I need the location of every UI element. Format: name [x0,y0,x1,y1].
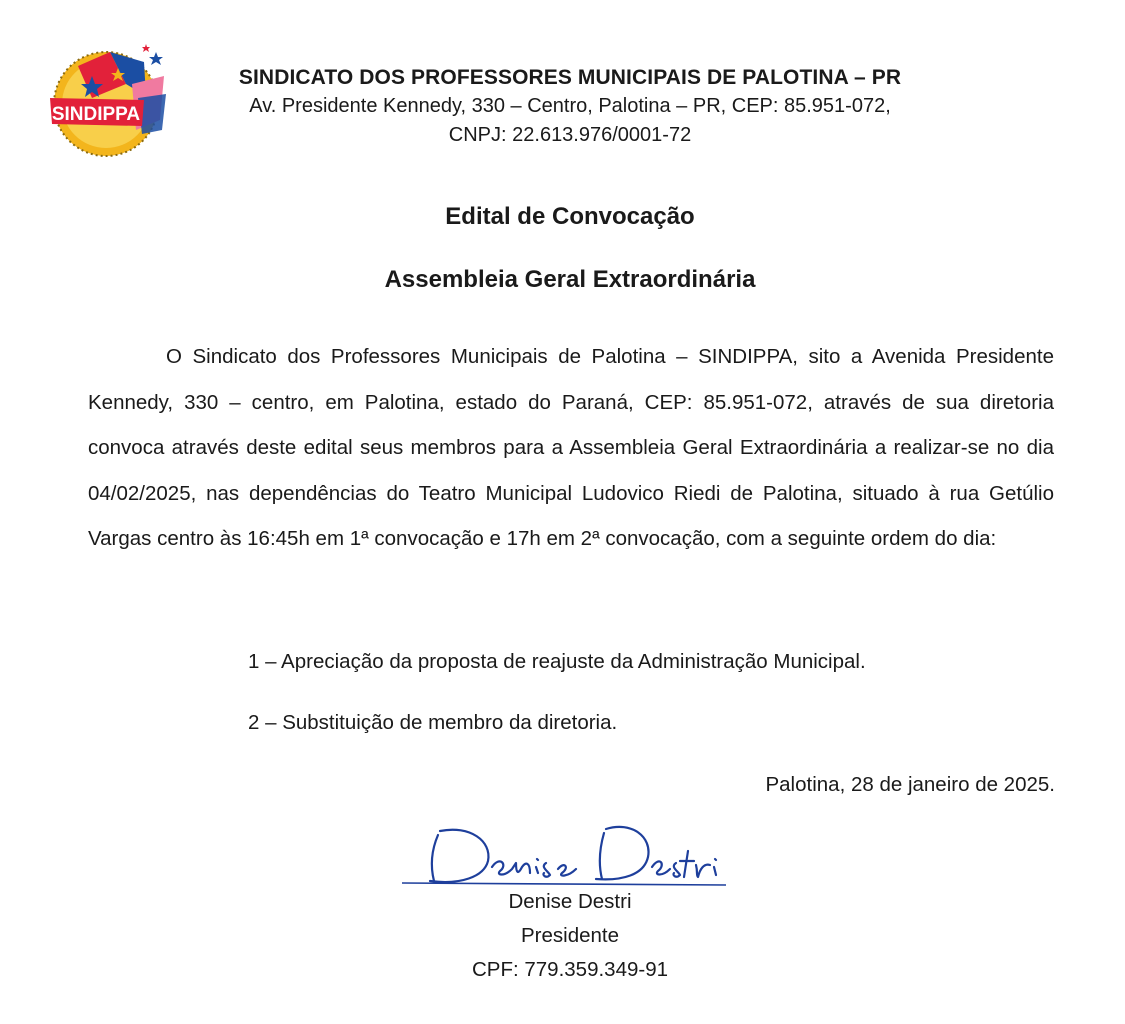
letterhead [200,64,940,150]
agenda-item: 1 – Apreciação da proposta de reajuste da Administração Municipal. [248,650,866,673]
sindippa-logo-icon [48,38,170,160]
signer-role: Presidente [520,924,619,947]
signer-name: Denise Destri [508,890,632,913]
organization-cnpj: CNPJ: 22.613.976/0001-72 [448,124,692,146]
handwritten-signature [400,815,730,895]
organization-name: SINDICATO DOS PROFESSORES MUNICIPAIS DE PALOTINA – PR [238,66,902,89]
svg-text:SINDIPPA: SINDIPPA [51,104,141,125]
signer-cpf: CPF: 779.359.349-91 [471,958,669,981]
convocation-paragraph: O Sindicato dos Professores Municipais de Palotina – SINDIPPA, sito a Avenida Presidente Kennedy, 330 – centro, em Palotina, estado do Paraná, CEP: 85.951-072, através de sua diretoria convoca através deste edital seus membros para a Assembleia Geral Extraordinária a realizar-se no dia 04/02/2025, nas dependências do Teatro Municipal Ludovico Riedi de Palotina, situado à rua Getúlio Vargas centro às 16:45h em 1ª convocação e 17h em 2ª convocação, com a seguinte ordem do dia: [88,345,1054,551]
document-subtitle: Assembleia Geral Extraordinária [384,266,756,293]
agenda-item: 2 – Substituição de membro da diretoria. [248,711,618,734]
place-and-date: Palotina, 28 de janeiro de 2025. [765,773,1055,796]
organization-address: Av. Presidente Kennedy, 330 – Centro, Palotina – PR, CEP: 85.951-072, [249,95,891,117]
document-title: Edital de Convocação [445,203,695,230]
